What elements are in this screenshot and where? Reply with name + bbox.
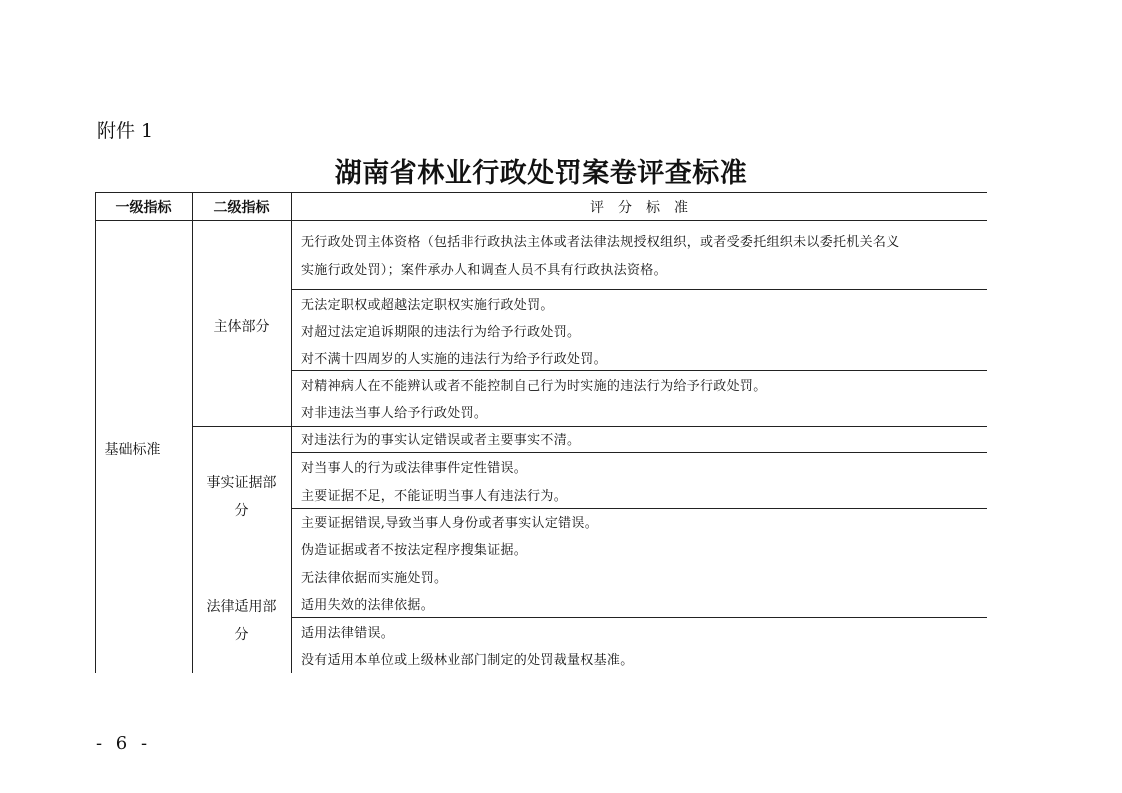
row-divider: [291, 289, 987, 290]
level2-evidence-line2: 分: [234, 503, 249, 519]
header-level2: 二级指标: [213, 200, 270, 216]
criteria-line: 无行政处罚主体资格（包括非行政执法主体或者法律法规授权组织，或者受委托组织未以委托机关名义: [301, 235, 900, 250]
criteria-line: 主要证据不足，不能证明当事人有违法行为。: [301, 489, 568, 504]
criteria-line: 无法定职权或超越法定职权实施行政处罚。: [301, 298, 554, 313]
document-title: 湖南省林业行政处罚案卷评查标准: [334, 158, 748, 189]
criteria-line: 对精神病人在不能辨认或者不能控制自己行为时实施的违法行为给予行政处罚。: [301, 379, 767, 394]
header-level1: 一级指标: [115, 200, 172, 216]
criteria-line: 对超过法定追诉期限的违法行为给予行政处罚。: [301, 325, 581, 340]
header-bottom-border: [95, 220, 987, 221]
level2-subject: 主体部分: [213, 319, 270, 335]
level2-evidence-line1: 事实证据部: [206, 475, 277, 491]
criteria-line: 对非违法当事人给予行政处罚。: [301, 406, 488, 421]
criteria-line: 对不满十四周岁的人实施的违法行为给予行政处罚。: [301, 352, 607, 367]
criteria-line: 无法律依据而实施处罚。: [301, 571, 448, 586]
level2-law-line2: 分: [234, 627, 249, 643]
section-divider: [192, 426, 987, 427]
criteria-line: 对违法行为的事实认定错误或者主要事实不清。: [301, 433, 581, 448]
criteria-line: 伪造证据或者不按法定程序搜集证据。: [301, 543, 528, 558]
attachment-label: 附件 1: [97, 120, 154, 142]
evaluation-table: [95, 192, 987, 673]
criteria-line: 实施行政处罚）；案件承办人和调查人员不具有行政执法资格。: [301, 263, 667, 278]
column-divider-2: [291, 192, 292, 673]
criteria-line: 适用法律错误。: [301, 626, 395, 641]
table-left-border: [95, 192, 96, 673]
criteria-line: 没有适用本单位或上级林业部门制定的处罚裁量权基准。: [301, 653, 634, 668]
row-divider: [291, 370, 987, 371]
criteria-line: 对当事人的行为或法律事件定性错误。: [301, 461, 528, 476]
level1-basic-standard: 基础标准: [104, 442, 161, 458]
row-divider: [291, 617, 987, 618]
level2-law-line1: 法律适用部: [206, 599, 277, 615]
criteria-line: 主要证据错误,导致当事人身份或者事实认定错误。: [301, 516, 599, 531]
row-divider: [291, 452, 987, 453]
criteria-line: 适用失效的法律依据。: [301, 598, 435, 613]
row-divider: [291, 508, 987, 509]
header-criteria: 评 分 标 准: [590, 200, 688, 216]
page-number: - 6 -: [96, 733, 152, 754]
